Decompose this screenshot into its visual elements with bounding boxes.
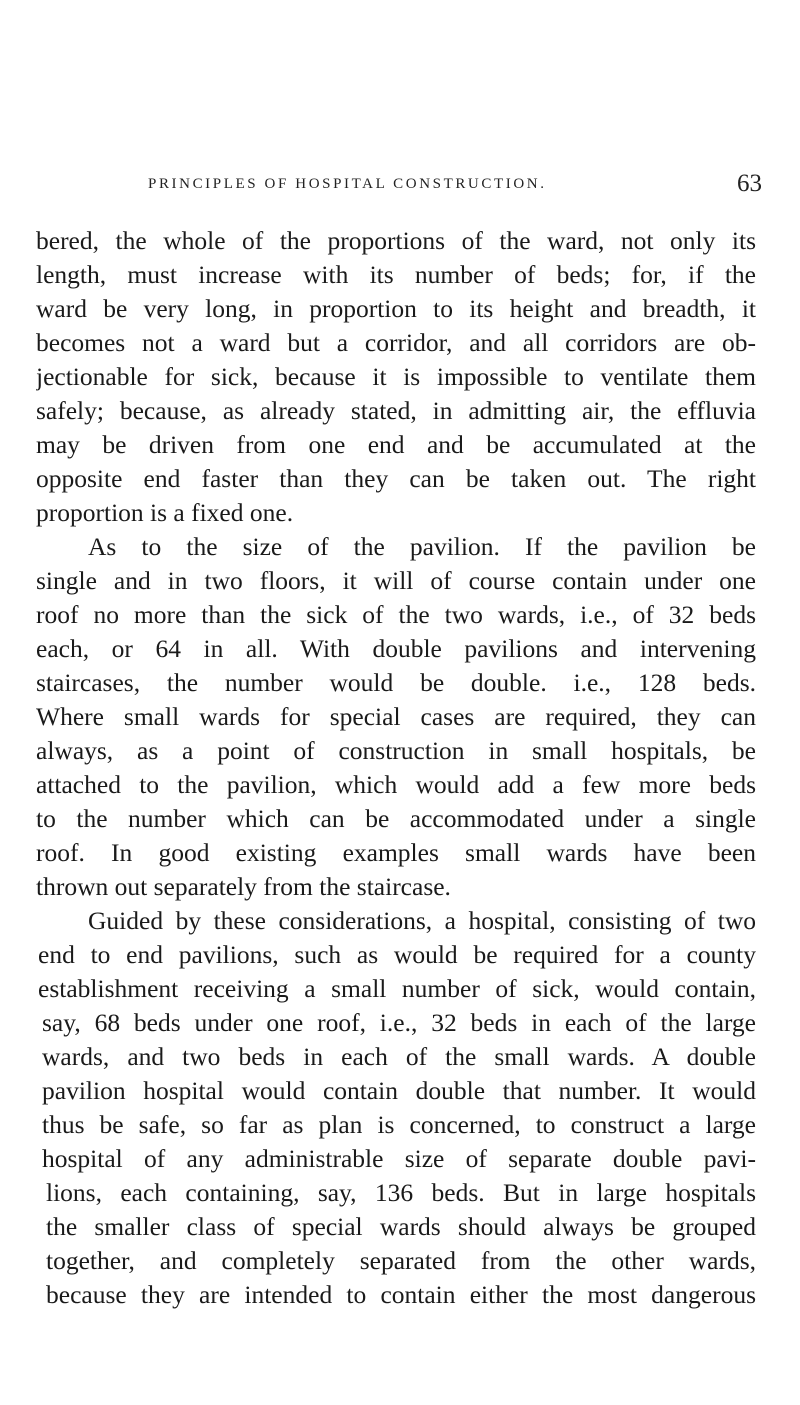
- text-line: say, 68 beds under one roof, i.e., 32 beds in each of the large: [42, 1008, 756, 1037]
- text-line: thrown out separately from the staircase.: [36, 872, 451, 901]
- text-line: wards, and two beds in each of the small wards. A double: [42, 1042, 756, 1071]
- page-number: 63: [737, 170, 762, 197]
- text-line: the smaller class of special wards should always be grouped: [46, 1212, 756, 1241]
- text-line: jectionable for sick, because it is impossible to ventilate them: [36, 362, 756, 391]
- body-text: [36, 224, 756, 1312]
- text-line: length, must increase with its number of beds; for, if the: [36, 260, 756, 289]
- text-line: proportion is a fixed one.: [36, 498, 294, 527]
- text-line: always, as a point of construction in small hospitals, be: [36, 736, 756, 765]
- text-line: each, or 64 in all. With double pavilions and intervening: [36, 634, 756, 663]
- text-line: to the number which can be accommodated under a single: [36, 804, 756, 833]
- text-line: becomes not a ward but a corridor, and all corridors are ob-: [36, 328, 756, 357]
- text-line: bered, the whole of the proportions of the ward, not only its: [36, 226, 756, 255]
- text-line: lions, each containing, say, 136 beds. But in large hospitals: [46, 1178, 756, 1207]
- text-line: attached to the pavilion, which would add a few more beds: [36, 770, 756, 799]
- text-line: Guided by these considerations, a hospital, consisting of two: [88, 906, 756, 935]
- text-line: hospital of any administrable size of separate double pavi-: [42, 1144, 756, 1173]
- text-line: opposite end faster than they can be taken out. The right: [36, 464, 756, 493]
- text-line: establishment receiving a small number of sick, would contain,: [38, 974, 756, 1003]
- text-line: roof. In good existing examples small wards have been: [36, 838, 756, 867]
- text-line: may be driven from one end and be accumulated at the: [36, 430, 756, 459]
- text-line: roof no more than the sick of the two wards, i.e., of 32 beds: [36, 600, 756, 629]
- text-line: staircases, the number would be double. i.e., 128 beds.: [36, 668, 756, 697]
- text-line: ward be very long, in proportion to its height and breadth, it: [36, 294, 756, 323]
- text-line: single and in two floors, it will of course contain under one: [36, 566, 756, 595]
- text-line: thus be safe, so far as plan is concerned, to construct a large: [42, 1110, 756, 1139]
- text-line: end to end pavilions, such as would be required for a county: [38, 940, 756, 969]
- running-title: PRINCIPLES OF HOSPITAL CONSTRUCTION.: [148, 176, 547, 192]
- text-line: because they are intended to contain either the most dangerous: [46, 1280, 756, 1309]
- text-line: As to the size of the pavilion. If the pavilion be: [88, 532, 756, 561]
- text-line: pavilion hospital would contain double that number. It would: [42, 1076, 756, 1105]
- page-header: [36, 170, 766, 216]
- text-line: together, and completely separated from the other wards,: [46, 1246, 756, 1275]
- text-line: safely; because, as already stated, in admitting air, the effluvia: [36, 396, 756, 425]
- text-line: Where small wards for special cases are required, they can: [36, 702, 756, 731]
